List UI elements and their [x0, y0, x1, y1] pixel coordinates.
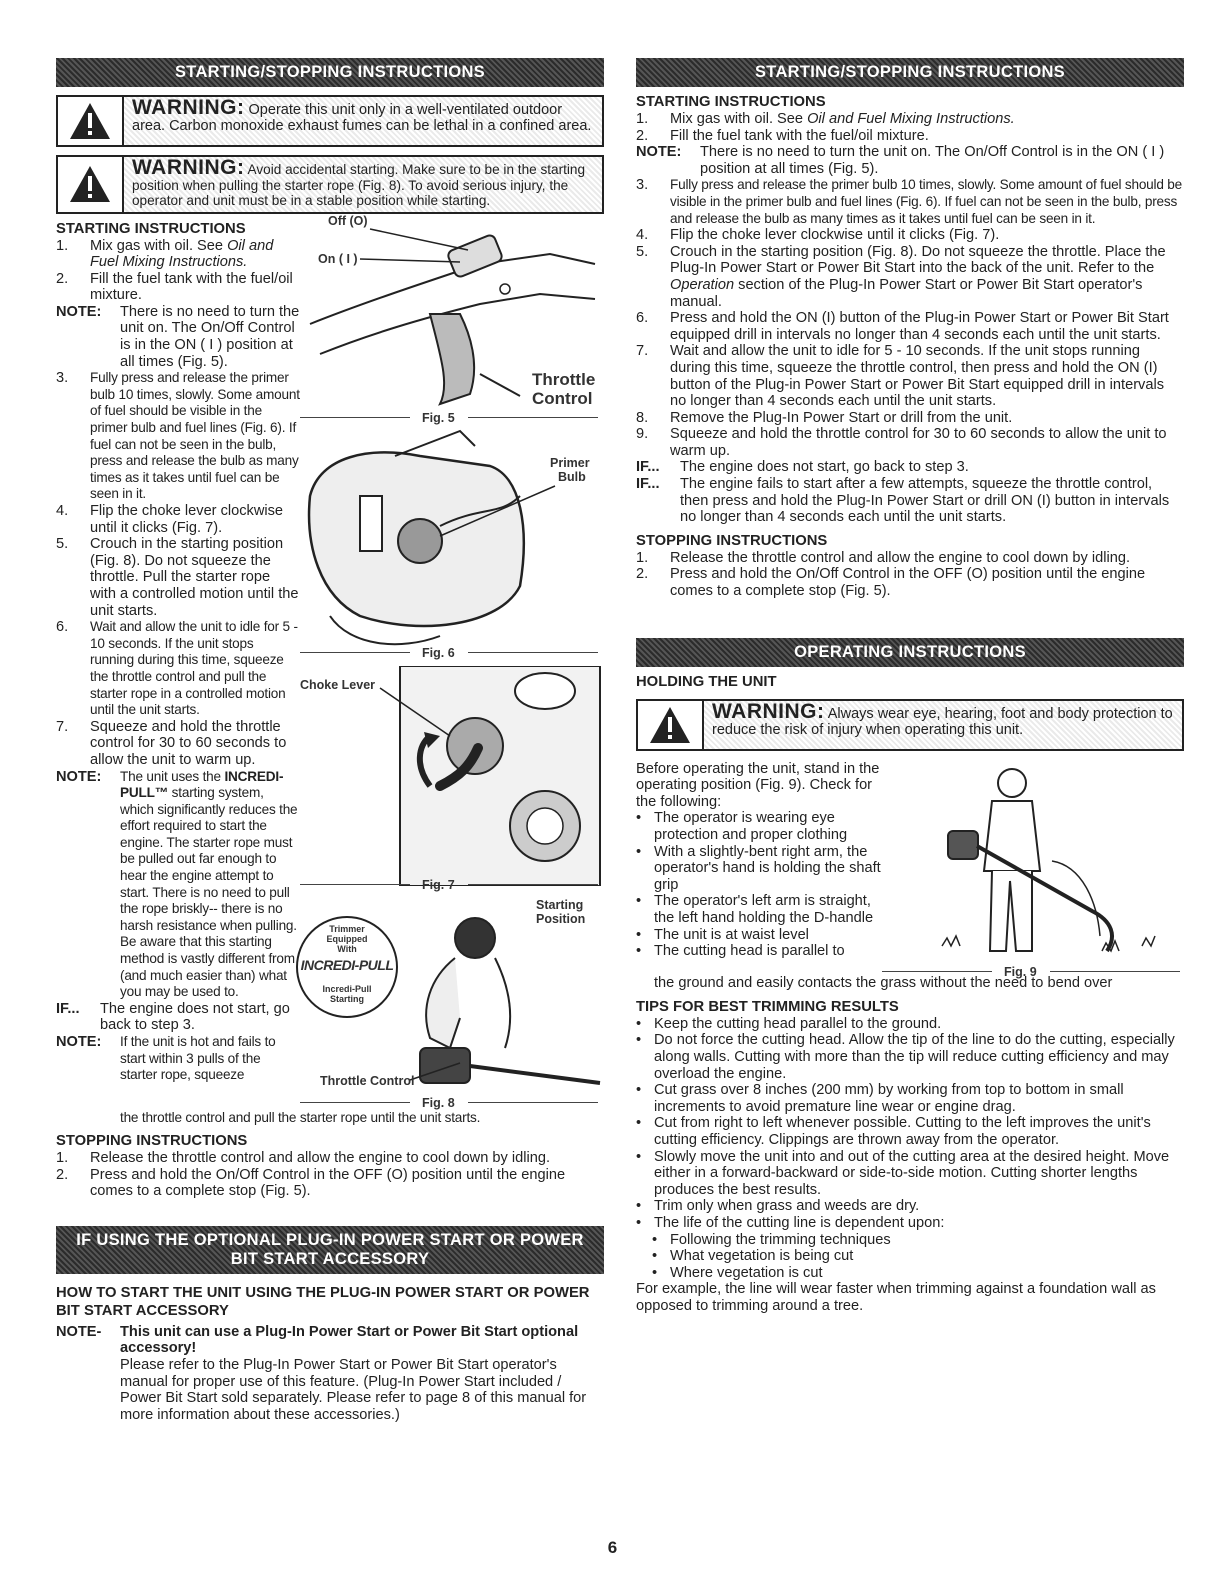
warning-text: Operate this unit only in a well-ventilated outdoor area. Carbon monoxide exhaust fumes can be lethal in a confined area.	[132, 102, 592, 134]
figure-6-caption: Fig. 6	[422, 645, 455, 660]
starting-heading-right: STARTING INSTRUCTIONS	[636, 94, 826, 110]
figure-column	[300, 214, 604, 1110]
warning-text: Always wear eye, hearing, foot and body protection to reduce the risk of injury when operating this unit.	[712, 705, 1173, 738]
operating-position-illustration	[882, 761, 1184, 971]
section-banner-plug-in-power-start: IF USING THE OPTIONAL PLUG-IN POWER START OR POWER BIT START ACCESSORY	[56, 1226, 604, 1274]
r-stop-2: 2. Press and hold the On/Off Control in the OFF (O) position until the engine comes to a complete stop (Fig. 5).	[636, 566, 1146, 600]
choke-lever-illustration	[300, 666, 604, 886]
step-4: 4. Flip the choke lever clockwise until it clicks (Fig. 7).	[56, 503, 284, 536]
holding-heading: HOLDING THE UNIT	[636, 673, 777, 690]
figure-7: Choke Lever Fig. 7	[300, 666, 604, 898]
sub-tip-item: • What vegetation is being cut	[652, 1248, 854, 1265]
warning-heading: WARNING:	[132, 156, 245, 179]
tip-item: • Do not force the cutting head. Allow the tip of the line to do the cutting, especially along walls. Cutting with more than the tip will reduce cutting efficiency and may overload the engine.	[636, 1032, 1175, 1082]
figure-8-caption: Fig. 8	[422, 1095, 455, 1110]
left-column	[56, 58, 604, 1423]
r-if-2: IF... The engine fails to start after a few attempts, squeeze the throttle control, then press and hold the Plug-In Power Start or drill ON (I) button in intervals no longer than 4 seconds each until the unit starts.	[636, 476, 1170, 526]
note-1: NOTE: There is no need to turn the unit on. The On/Off Control is in the ON ( I ) position at all times (Fig. 5).	[56, 303, 300, 370]
note-3-continued: the throttle control and pull the starter rope until the unit starts.	[120, 1109, 481, 1125]
section-banner-operating: OPERATING INSTRUCTIONS	[636, 638, 1184, 667]
r-step-9: 9. Squeeze and hold the throttle control for 30 to 60 seconds to allow the unit to warm up.	[636, 426, 1167, 459]
r-note: NOTE: There is no need to turn the unit on. The On/Off Control is in the ON ( I ) position at all times (Fig. 5).	[636, 144, 1165, 177]
r-step-3: 3. Fully press and release the primer bulb 10 times, slowly. Some amount of fuel should be visible in the primer bulb and fuel lines (Fig. 6). If fuel can not be seen in the bulb, press and release the bulb as many times as it takes until fuel can be seen in it.	[636, 177, 1183, 226]
note-2: NOTE: The unit uses the INCREDI-PULL™ starting system, which significantly reduces the effort required to start the engine. The starter rope must be pulled out far enough to hear the engine attempt to start. There is no need to pull the rope briskly-- there is no harsh resistance when pulling. Be aware that this starting method is vastly different from (and much easier than) what you may be used to.	[56, 768, 298, 1000]
if-1: IF... The engine does not start, go back to step 3.	[56, 1000, 290, 1034]
r-step-1: 1. Mix gas with oil. See Oil and Fuel Mixing Instructions.	[636, 111, 1015, 127]
starting-section	[56, 214, 604, 1110]
warning-box-accidental-start	[56, 155, 604, 214]
tip-item: • Slowly move the unit into and out of the cutting area at the desired height. Move either in a forward-backward or side-to-side motion. Cutting shorter lengths produces the best results.	[636, 1148, 1170, 1198]
figure-8: Trimmer Equipped With INCREDI-PULL Incredi-Pull Starting Starting Position Throttle Control Fig. 8	[300, 898, 604, 1110]
tip-item: • Cut grass over 8 inches (200 mm) by working from top to bottom in small increments to avoid premature line wear or engine drag.	[636, 1082, 1124, 1115]
note-4: NOTE- This unit can use a Plug-In Power Start or Power Bit Start optional accessory! Please refer to the Plug-In Power Start or Power Bit Start operator's manual for proper use of this feature. (Plug-In Power Start included / Power Bit Start sold separately. Please refer to page 8 of this manual for more information about these accessories.)	[56, 1323, 587, 1423]
how-to-start-heading: HOW TO START THE UNIT USING THE PLUG-IN POWER START OR POWER BIT START ACCESSORY	[56, 1284, 590, 1319]
warning-icon	[58, 97, 124, 145]
step-5: 5. Crouch in the starting position (Fig. 8). Do not squeeze the throttle. Pull the starter rope with a controlled motion until the unit starts.	[56, 536, 299, 619]
holding-intro: Before operating the unit, stand in the operating position (Fig. 9). Check for the following:	[636, 760, 880, 810]
stopping-heading-right: STOPPING INSTRUCTIONS	[636, 532, 828, 549]
page-number: 6	[607, 1538, 618, 1557]
warning-box-protection	[636, 699, 1184, 751]
example-text: For example, the line will wear faster when trimming against a foundation wall as opposed to trimming around a tree.	[636, 1281, 1156, 1314]
figure-9	[882, 761, 1184, 979]
step-2: 2. Fill the fuel tank with the fuel/oil mixture.	[56, 270, 293, 304]
step-3: 3. Fully press and release the primer bulb 10 times, slowly. Some amount of fuel should be visible in the primer bulb and fuel lines (Fig. 6). If fuel can not be seen in the bulb, press and release the bulb as many times as it takes until fuel can be seen in it.	[56, 370, 300, 502]
warning-text: Avoid accidental starting. Make sure to be in the starting position when pulling the starter rope (Fig. 8). To avoid serious injury, the operator and unit must be in a stable position while starting.	[132, 162, 586, 208]
r-step-5: 5. Crouch in the starting position (Fig. 8). Do not squeeze the throttle. Place the Plug-In Power Start or Power Bit Start into the back of the unit. Refer to the Operation section of the Plug-In Power Start or Power Bit Start operator's manual.	[636, 243, 1166, 310]
warning-heading: WARNING:	[132, 96, 245, 119]
warning-icon	[58, 157, 124, 212]
stopping-heading: STOPPING INSTRUCTIONS	[56, 1133, 248, 1150]
starting-heading: STARTING INSTRUCTIONS	[56, 220, 246, 237]
r-stop-1: 1. Release the throttle control and allow the engine to cool down by idling.	[636, 549, 1130, 566]
check-item: • The operator is wearing eye protection and proper clothing	[636, 810, 848, 843]
sub-tip-item: • Where vegetation is cut	[652, 1264, 823, 1281]
check-item: • With a slightly-bent right arm, the operator's hand is holding the shaft grip	[636, 843, 881, 893]
figure-5-caption: Fig. 5	[422, 410, 455, 425]
tips-heading: TIPS FOR BEST TRIMMING RESULTS	[636, 998, 899, 1015]
r-step-7: 7. Wait and allow the unit to idle for 5 - 10 seconds. If the unit stops running during this time, squeeze the throttle control, then press and hold the ON (I) button of the Plug-in Power Start or Power Bit Start equipped drill in intervals no longer than 4 seconds each until the unit starts.	[636, 343, 1165, 410]
stop-step-1: 1. Release the throttle control and allow the engine to cool down by idling.	[56, 1150, 550, 1167]
check-item: • The operator's left arm is straight, the left hand holding the D-handle	[636, 893, 874, 926]
r-step-2: 2. Fill the fuel tank with the fuel/oil mixture.	[636, 127, 929, 144]
section-banner-starting-stopping-right: STARTING/STOPPING INSTRUCTIONS	[636, 58, 1184, 87]
figure-7-caption: Fig. 7	[422, 877, 455, 892]
sub-tip-item: • Following the trimming techniques	[652, 1231, 891, 1248]
warning-heading: WARNING:	[712, 699, 825, 723]
step-6: 6. Wait and allow the unit to idle for 5 - 10 seconds. If the unit stops running during this time, squeeze the throttle control and pull the starter rope in a controlled motion until the unit starts.	[56, 619, 298, 718]
tip-item: • Keep the cutting head parallel to the ground.	[636, 1015, 942, 1032]
step-1: 1. Mix gas with oil. See Oil and Fuel Mixing Instructions.	[56, 237, 274, 271]
incredi-pull-badge: Trimmer Equipped With INCREDI-PULL Incredi-Pull Starting	[292, 912, 402, 1022]
warning-icon	[638, 701, 704, 749]
warning-box-ventilation	[56, 95, 604, 147]
check-item: • The cutting head is parallel to	[636, 943, 845, 960]
starting-steps	[56, 214, 300, 1110]
check-item-continued: the ground and easily contacts the grass without the need to bend over	[654, 975, 1113, 992]
holding-section	[636, 760, 1184, 979]
r-step-8: 8. Remove the Plug-In Power Start or drill from the unit.	[636, 409, 1013, 426]
section-banner-starting-stopping: STARTING/STOPPING INSTRUCTIONS	[56, 58, 604, 87]
figure-6: Primer Bulb Fig. 6	[300, 426, 604, 666]
step-7: 7. Squeeze and hold the throttle control for 30 to 60 seconds to allow the unit to warm up.	[56, 718, 287, 768]
note-3: NOTE: If the unit is hot and fails to start within 3 pulls of the starter rope, squeeze	[56, 1034, 276, 1083]
r-step-4: 4. Flip the choke lever clockwise until it clicks (Fig. 7).	[636, 227, 1000, 244]
tip-item: • Cut from right to left whenever possible. Cutting to the left improves the unit's cutting efficiency. Clippings are thrown away from the operator.	[636, 1115, 1151, 1148]
stop-step-2: 2. Press and hold the On/Off Control in the OFF (O) position until the engine comes to a complete stop (Fig. 5).	[56, 1166, 566, 1200]
figure-5: Off (O) On ( I ) Throttle Control Fig. 5	[300, 214, 604, 426]
r-step-6: 6. Press and hold the ON (I) button of the Plug-in Power Start or Power Bit Start equipped drill in intervals no longer than 4 seconds each until the unit starts.	[636, 310, 1169, 343]
check-item: • The unit is at waist level	[636, 926, 809, 943]
tip-item: • The life of the cutting line is dependent upon:	[636, 1214, 945, 1231]
tip-item: • Trim only when grass and weeds are dry.	[636, 1198, 920, 1215]
right-column	[636, 58, 1184, 1315]
figure-9-caption: Fig. 9	[1004, 964, 1037, 979]
r-if-1: IF... The engine does not start, go back to step 3.	[636, 459, 969, 476]
